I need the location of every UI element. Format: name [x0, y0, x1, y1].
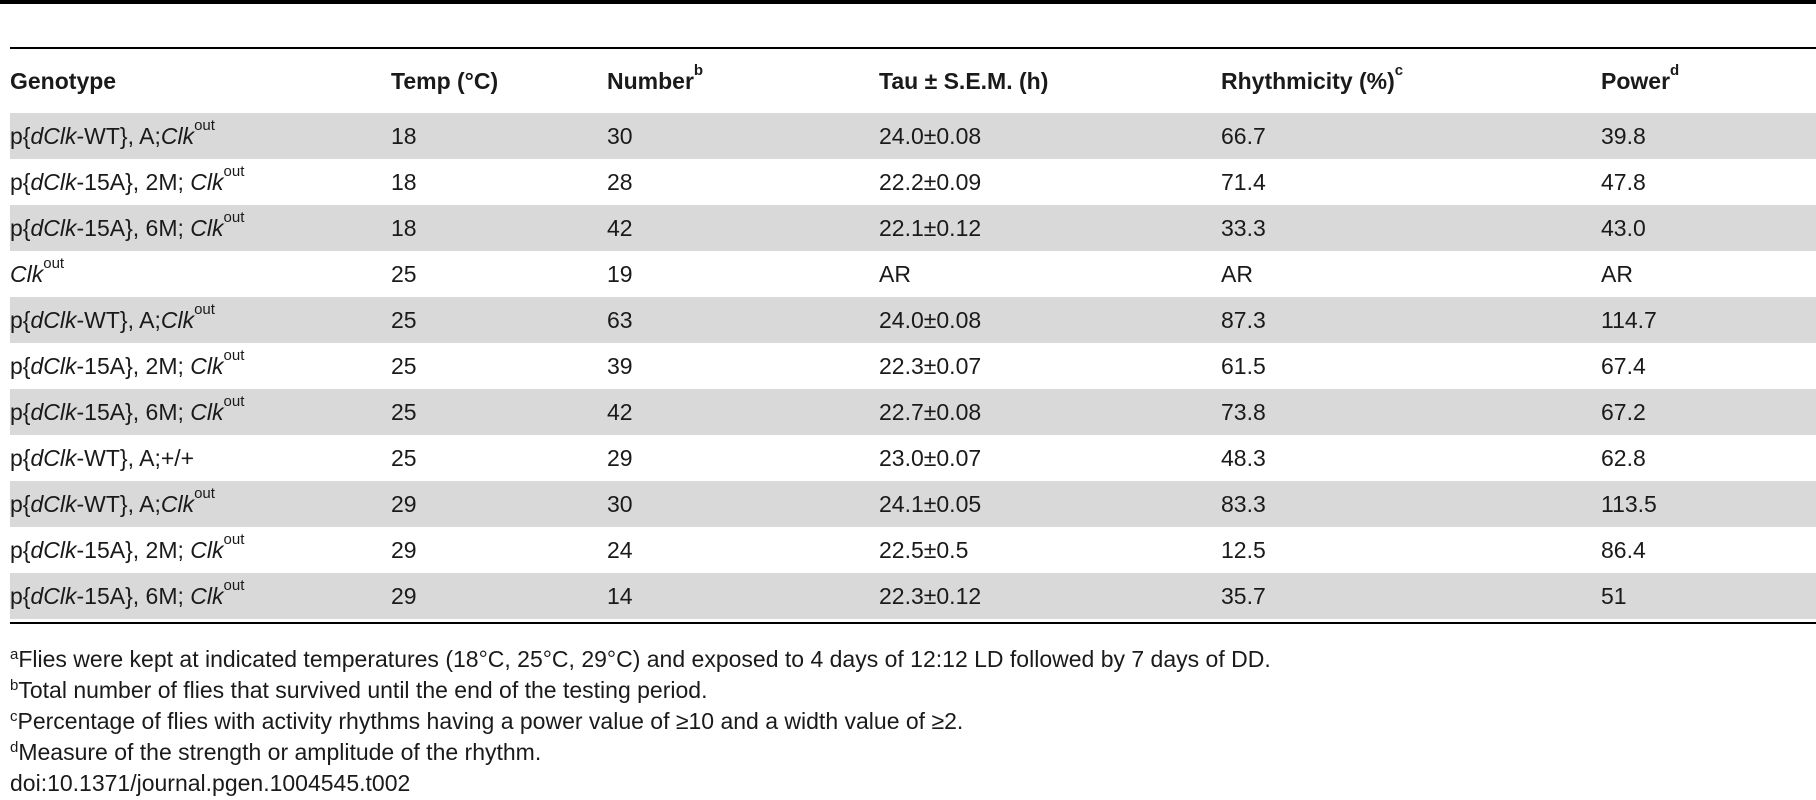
cell-temp: 25	[391, 352, 417, 379]
cell-rhythmicity: 71.4	[1221, 168, 1266, 195]
cell-number: 30	[607, 122, 633, 149]
cell-tau: 22.3±0.07	[879, 352, 982, 379]
data-table	[10, 49, 1816, 619]
cell-number: 19	[607, 260, 633, 287]
cell-power: 39.8	[1601, 122, 1646, 149]
cell-genotype: p{dClk-15A}, 2M; Clk$^{out}$	[10, 346, 245, 379]
cell-rhythmicity: 12.5	[1221, 536, 1266, 563]
cell-power: 113.5	[1601, 490, 1657, 517]
table-row	[10, 251, 1816, 297]
cell-number: 29	[607, 444, 633, 471]
cell-temp: 25	[391, 398, 417, 425]
cell-number: 24	[607, 536, 633, 563]
cell-power: 43.0	[1601, 214, 1646, 241]
table-row	[10, 389, 1816, 435]
cell-power: 51	[1601, 582, 1627, 609]
cell-power: 86.4	[1601, 536, 1646, 563]
table-body	[10, 113, 1816, 619]
doi-line: doi:10.1371/journal.pgen.1004545.t002	[10, 770, 411, 796]
cell-genotype: p{dClk-WT}, A;Clk$^{out}$	[10, 484, 215, 517]
cell-tau: 22.1±0.12	[879, 214, 982, 241]
cell-genotype: Clk$^{out}$	[10, 254, 65, 287]
cell-temp: 18	[391, 122, 417, 149]
table-row	[10, 205, 1816, 251]
cell-temp: 29	[391, 582, 417, 609]
cell-temp: 18	[391, 214, 417, 241]
cell-temp: 25	[391, 306, 417, 333]
table-row	[10, 113, 1816, 159]
cell-tau: 22.2±0.09	[879, 168, 982, 195]
cell-tau: AR	[879, 260, 911, 287]
cell-rhythmicity: 66.7	[1221, 122, 1266, 149]
cell-genotype: p{dClk-15A}, 6M; Clk$^{out}$	[10, 208, 245, 241]
cell-number: 28	[607, 168, 633, 195]
cell-genotype: p{dClk-15A}, 2M; Clk$^{out}$	[10, 530, 245, 563]
cell-tau: 24.0±0.08	[879, 122, 982, 149]
cell-rhythmicity: 73.8	[1221, 398, 1266, 425]
cell-power: 67.2	[1601, 398, 1646, 425]
cell-rhythmicity: 33.3	[1221, 214, 1266, 241]
footnote-a: $^a$Flies were kept at indicated temperatures (18°C, 25°C, 29°C) and exposed to 4 days of 12:12 LD followed by 7 days of DD.	[10, 646, 1271, 672]
cell-power: 62.8	[1601, 444, 1646, 471]
cell-rhythmicity: 35.7	[1221, 582, 1266, 609]
table-row	[10, 573, 1816, 619]
cell-tau: 22.7±0.08	[879, 398, 982, 425]
col-header-tau: Tau ± S.E.M. (h)	[879, 67, 1049, 94]
cell-rhythmicity: 83.3	[1221, 490, 1266, 517]
cell-genotype: p{dClk-15A}, 6M; Clk$^{out}$	[10, 576, 245, 609]
cell-tau: 24.0±0.08	[879, 306, 982, 333]
cell-rhythmicity: AR	[1221, 260, 1253, 287]
cell-rhythmicity: 61.5	[1221, 352, 1266, 379]
cell-power: 67.4	[1601, 352, 1646, 379]
cell-number: 42	[607, 214, 633, 241]
table-row	[10, 435, 1816, 481]
cell-power: 114.7	[1601, 306, 1657, 333]
cell-tau: 22.5±0.5	[879, 536, 969, 563]
cell-number: 39	[607, 352, 633, 379]
cell-genotype: p{dClk-WT}, A;+/+	[10, 444, 195, 471]
cell-tau: 24.1±0.05	[879, 490, 982, 517]
table-bottom-rule	[10, 622, 1816, 624]
cell-power: AR	[1601, 260, 1633, 287]
cell-genotype: p{dClk-WT}, A;Clk$^{out}$	[10, 116, 215, 149]
col-header-power: Power$^d$	[1601, 61, 1680, 94]
cell-power: 47.8	[1601, 168, 1646, 195]
table-row	[10, 527, 1816, 573]
cell-rhythmicity: 48.3	[1221, 444, 1266, 471]
cell-number: 63	[607, 306, 633, 333]
cell-temp: 29	[391, 490, 417, 517]
table-row	[10, 343, 1816, 389]
cell-temp: 29	[391, 536, 417, 563]
cell-temp: 25	[391, 260, 417, 287]
col-header-temp: Temp (°C)	[391, 67, 499, 94]
top-rule	[0, 0, 1816, 4]
cell-number: 30	[607, 490, 633, 517]
header-row	[10, 49, 1816, 113]
cell-number: 14	[607, 582, 633, 609]
table-row	[10, 481, 1816, 527]
cell-temp: 18	[391, 168, 417, 195]
cell-tau: 23.0±0.07	[879, 444, 982, 471]
cell-genotype: p{dClk-WT}, A;Clk$^{out}$	[10, 300, 215, 333]
cell-genotype: p{dClk-15A}, 2M; Clk$^{out}$	[10, 162, 245, 195]
cell-genotype: p{dClk-15A}, 6M; Clk$^{out}$	[10, 392, 245, 425]
cell-number: 42	[607, 398, 633, 425]
cell-rhythmicity: 87.3	[1221, 306, 1266, 333]
footnote-b: $^b$Total number of flies that survived until the end of the testing period.	[10, 677, 708, 703]
footnote-d: $^d$Measure of the strength or amplitude of the rhythm.	[10, 739, 542, 765]
cell-temp: 25	[391, 444, 417, 471]
col-header-genotype: Genotype	[10, 67, 117, 94]
cell-tau: 22.3±0.12	[879, 582, 982, 609]
table-row	[10, 159, 1816, 205]
col-header-rhythmicity: Rhythmicity (%)$^c$	[1221, 61, 1404, 94]
table-row	[10, 297, 1816, 343]
col-header-number: Number$^b$	[607, 61, 704, 94]
footnotes	[10, 644, 1271, 799]
footnote-c: $^c$Percentage of flies with activity rhythms having a power value of ≥10 and a width value of ≥2.	[10, 708, 964, 734]
